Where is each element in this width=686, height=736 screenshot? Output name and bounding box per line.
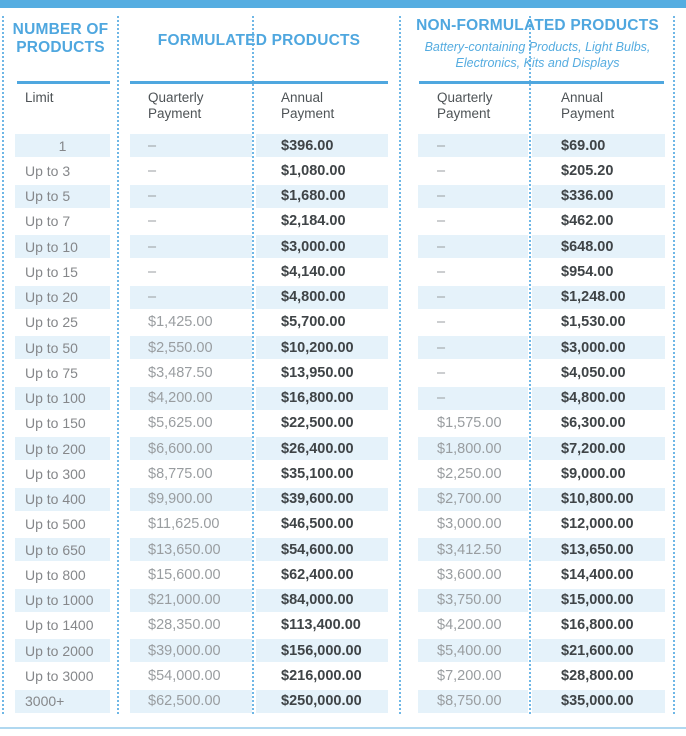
formulated-quarterly-cell: –: [130, 235, 252, 258]
table-row: [0, 487, 686, 512]
nonformulated-annual-cell: $4,800.00: [532, 387, 665, 410]
nonformulated-annual-cell: $15,000.00: [532, 589, 665, 612]
table-body: [0, 133, 686, 714]
nonformulated-quarterly-cell: –: [437, 213, 446, 230]
table-row: [0, 562, 686, 587]
formulated-annual-cell: $84,000.00: [256, 589, 388, 612]
formulated-annual-cell: $396.00: [256, 134, 388, 157]
column-header-nonformulated-annual: Annual Payment: [561, 90, 615, 121]
limit-cell: Up to 3: [25, 162, 71, 179]
nonformulated-annual-cell: $462.00: [561, 213, 614, 230]
table-row: [0, 360, 686, 385]
table-row: [0, 259, 686, 284]
group-title-non-formulated-products: [400, 17, 675, 71]
limit-cell: Up to 25: [25, 314, 78, 331]
nonformulated-quarterly-cell: $3,000.00: [437, 516, 502, 533]
column-header-formulated-annual: Annual Payment: [281, 90, 335, 121]
nonformulated-quarterly-cell: –: [418, 387, 528, 410]
formulated-quarterly-cell: $11,625.00: [148, 516, 220, 533]
limit-cell: Up to 5: [15, 185, 110, 208]
nonformulated-annual-cell: $9,000.00: [561, 465, 626, 482]
table-row: [0, 663, 686, 688]
nonformulated-quarterly-cell: $3,750.00: [418, 589, 528, 612]
nonformulated-annual-cell: $7,200.00: [532, 437, 665, 460]
formulated-quarterly-cell: $54,000.00: [148, 667, 221, 684]
limit-cell: Up to 7: [25, 213, 71, 230]
formulated-annual-cell: $54,600.00: [256, 538, 388, 561]
non-formulated-title: NON-FORMULATED PRODUCTS: [416, 17, 659, 34]
top-accent-bar: [0, 0, 686, 8]
formulated-annual-cell: $3,000.00: [256, 235, 388, 258]
limit-cell: Up to 200: [15, 437, 110, 460]
formulated-quarterly-cell: $28,350.00: [148, 617, 221, 634]
table-row: [0, 209, 686, 234]
formulated-quarterly-cell: $8,775.00: [148, 465, 213, 482]
nonformulated-annual-cell: $69.00: [532, 134, 665, 157]
formulated-quarterly-cell: $62,500.00: [130, 690, 252, 713]
formulated-quarterly-cell: $2,550.00: [130, 336, 252, 359]
group-title-formulated-products: FORMULATED PRODUCTS: [157, 32, 361, 49]
nonformulated-annual-cell: $648.00: [532, 235, 665, 258]
nonformulated-annual-cell: $35,000.00: [532, 690, 665, 713]
nonformulated-quarterly-cell: –: [437, 162, 446, 179]
table-row: [0, 613, 686, 638]
nonformulated-annual-cell: $16,800.00: [561, 617, 634, 634]
table-row: [0, 689, 686, 714]
nonformulated-quarterly-cell: –: [437, 364, 446, 381]
formulated-quarterly-cell: $39,000.00: [130, 639, 252, 662]
formulated-annual-cell: $250,000.00: [256, 690, 388, 713]
nonformulated-quarterly-cell: –: [418, 336, 528, 359]
limit-cell: Up to 2000: [15, 639, 110, 662]
formulated-quarterly-cell: $21,000.00: [130, 589, 252, 612]
formulated-quarterly-cell: $13,650.00: [130, 538, 252, 561]
formulated-quarterly-cell: –: [148, 263, 157, 280]
formulated-quarterly-cell: –: [130, 185, 252, 208]
formulated-annual-cell: $35,100.00: [281, 465, 354, 482]
formulated-quarterly-cell: $15,600.00: [148, 566, 221, 583]
nonformulated-annual-cell: $28,800.00: [561, 667, 634, 684]
formulated-annual-cell: $1,080.00: [281, 162, 346, 179]
limit-cell: Up to 15: [25, 263, 78, 280]
nonformulated-annual-cell: $10,800.00: [532, 488, 665, 511]
nonformulated-quarterly-cell: –: [418, 185, 528, 208]
nonformulated-quarterly-cell: $8,750.00: [418, 690, 528, 713]
limit-cell: Up to 3000: [25, 667, 94, 684]
formulated-quarterly-cell: $5,625.00: [148, 415, 213, 432]
table-row: [0, 285, 686, 310]
formulated-quarterly-cell: $1,425.00: [148, 314, 213, 331]
limit-cell: 3000+: [15, 690, 110, 713]
nonformulated-annual-cell: $3,000.00: [532, 336, 665, 359]
nonformulated-quarterly-cell: $1,800.00: [418, 437, 528, 460]
header-rule-non-formulated: [419, 81, 664, 84]
formulated-quarterly-cell: –: [148, 213, 157, 230]
formulated-quarterly-cell: $9,900.00: [130, 488, 252, 511]
non-formulated-subtitle: Battery-containing Products, Light Bulbs, Electronics, Kits and Displays: [424, 40, 651, 70]
nonformulated-annual-cell: $6,300.00: [561, 415, 626, 432]
formulated-annual-cell: $22,500.00: [281, 415, 354, 432]
formulated-quarterly-cell: $3,487.50: [148, 364, 213, 381]
nonformulated-quarterly-cell: –: [418, 286, 528, 309]
limit-cell: Up to 150: [25, 415, 86, 432]
nonformulated-annual-cell: $1,530.00: [561, 314, 626, 331]
formulated-annual-cell: $113,400.00: [281, 617, 361, 634]
table-row: [0, 133, 686, 158]
limit-cell: Up to 300: [25, 465, 86, 482]
formulated-quarterly-cell: –: [130, 134, 252, 157]
formulated-quarterly-cell: –: [148, 162, 157, 179]
nonformulated-quarterly-cell: $3,412.50: [418, 538, 528, 561]
formulated-annual-cell: $216,000.00: [281, 667, 362, 684]
nonformulated-annual-cell: $205.20: [561, 162, 614, 179]
limit-cell: Up to 800: [25, 566, 86, 583]
nonformulated-annual-cell: $954.00: [561, 263, 614, 280]
table-row: [0, 234, 686, 259]
limit-cell: Up to 75: [25, 364, 78, 381]
limit-cell: 1: [15, 134, 110, 157]
column-header-formulated-quarterly: Quarterly Payment: [148, 90, 204, 121]
nonformulated-quarterly-cell: $2,700.00: [418, 488, 528, 511]
formulated-annual-cell: $2,184.00: [281, 213, 346, 230]
limit-cell: Up to 10: [15, 235, 110, 258]
table-row: [0, 310, 686, 335]
table-row: [0, 335, 686, 360]
table-row: [0, 386, 686, 411]
nonformulated-annual-cell: $13,650.00: [532, 538, 665, 561]
limit-cell: Up to 100: [15, 387, 110, 410]
nonformulated-annual-cell: $14,400.00: [561, 566, 634, 583]
nonformulated-quarterly-cell: $2,250.00: [437, 465, 502, 482]
formulated-annual-cell: $46,500.00: [281, 516, 354, 533]
formulated-quarterly-cell: $4,200.00: [130, 387, 252, 410]
group-title-number-of-products: NUMBER OF PRODUCTS: [12, 21, 109, 56]
formulated-annual-cell: $4,800.00: [256, 286, 388, 309]
nonformulated-quarterly-cell: $4,200.00: [437, 617, 502, 634]
formulated-annual-cell: $1,680.00: [256, 185, 388, 208]
formulated-annual-cell: $26,400.00: [256, 437, 388, 460]
table-row: [0, 638, 686, 663]
limit-cell: Up to 1400: [25, 617, 94, 634]
table-row: [0, 588, 686, 613]
table-row: [0, 158, 686, 183]
formulated-annual-cell: $62,400.00: [281, 566, 354, 583]
table-row: [0, 512, 686, 537]
formulated-annual-cell: $5,700.00: [281, 314, 346, 331]
limit-cell: Up to 500: [25, 516, 86, 533]
table-row: [0, 537, 686, 562]
limit-cell: Up to 50: [15, 336, 110, 359]
formulated-quarterly-cell: –: [130, 286, 252, 309]
nonformulated-annual-cell: $21,600.00: [532, 639, 665, 662]
limit-cell: Up to 650: [15, 538, 110, 561]
formulated-annual-cell: $156,000.00: [256, 639, 388, 662]
table-row: [0, 184, 686, 209]
limit-cell: Up to 20: [15, 286, 110, 309]
nonformulated-annual-cell: $12,000.00: [561, 516, 634, 533]
nonformulated-annual-cell: $4,050.00: [561, 364, 626, 381]
nonformulated-annual-cell: $1,248.00: [532, 286, 665, 309]
header-rule-number-of-products: [17, 81, 110, 84]
table-row: [0, 436, 686, 461]
formulated-annual-cell: $4,140.00: [281, 263, 346, 280]
header-rule-formulated: [130, 81, 388, 84]
nonformulated-quarterly-cell: $5,400.00: [418, 639, 528, 662]
bottom-rule: [0, 727, 686, 729]
nonformulated-quarterly-cell: –: [437, 314, 446, 331]
limit-cell: Up to 400: [15, 488, 110, 511]
nonformulated-quarterly-cell: $3,600.00: [437, 566, 502, 583]
nonformulated-quarterly-cell: –: [418, 235, 528, 258]
formulated-annual-cell: $10,200.00: [256, 336, 388, 359]
limit-cell: Up to 1000: [15, 589, 110, 612]
formulated-annual-cell: $16,800.00: [256, 387, 388, 410]
column-header-nonformulated-quarterly: Quarterly Payment: [437, 90, 493, 121]
nonformulated-quarterly-cell: –: [418, 134, 528, 157]
formulated-annual-cell: $13,950.00: [281, 364, 354, 381]
nonformulated-annual-cell: $336.00: [532, 185, 665, 208]
table-row: [0, 461, 686, 486]
column-header-limit: Limit: [25, 90, 54, 105]
nonformulated-quarterly-cell: $7,200.00: [437, 667, 502, 684]
nonformulated-quarterly-cell: $1,575.00: [437, 415, 502, 432]
table-row: [0, 411, 686, 436]
nonformulated-quarterly-cell: –: [437, 263, 446, 280]
formulated-annual-cell: $39,600.00: [256, 488, 388, 511]
formulated-quarterly-cell: $6,600.00: [130, 437, 252, 460]
